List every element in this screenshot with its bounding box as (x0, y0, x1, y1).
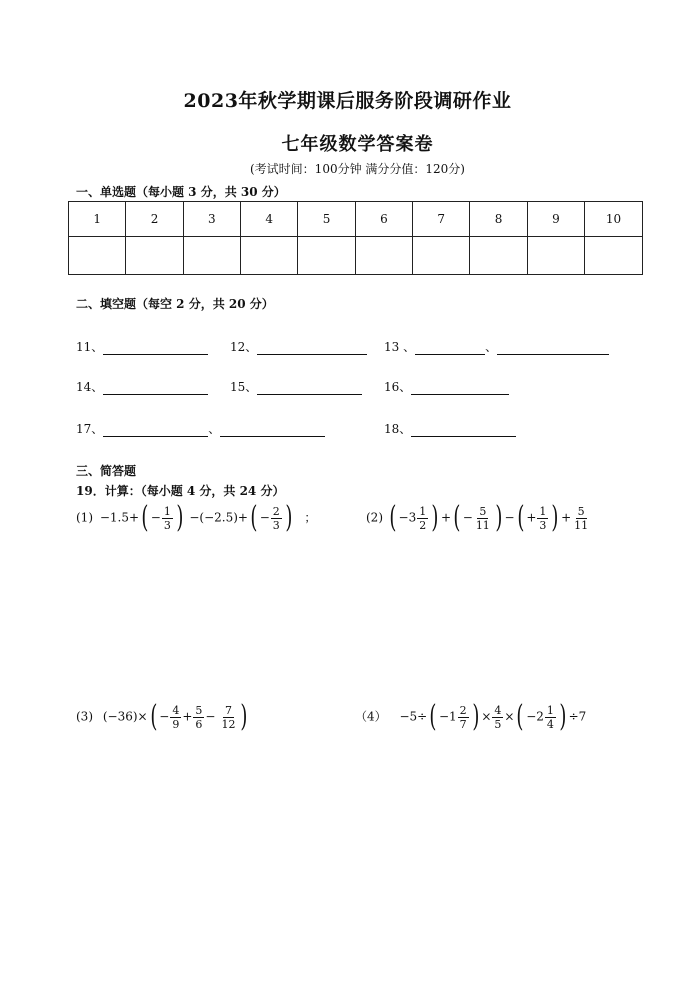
question-number: 12、 (230, 340, 258, 354)
fraction: $\frac{1}{3}$ (163, 504, 171, 532)
question-19-heading: 19．计算：（每小题 4 分，共 24 分） (76, 484, 285, 498)
answer-line[interactable] (411, 424, 516, 437)
answer-line[interactable] (220, 424, 325, 437)
answer-table (68, 201, 643, 275)
section-2-heading: 二、填空题（每空 2 分，共 20 分） (76, 297, 274, 311)
answer-line[interactable] (497, 342, 609, 355)
answer-line[interactable] (415, 342, 485, 355)
fraction: $\frac{2}{3}$ (272, 504, 280, 532)
expression-end: ； (304, 510, 317, 525)
answer-line[interactable] (411, 382, 509, 395)
answer-line[interactable] (257, 382, 362, 395)
problem-label: (3) (76, 709, 93, 724)
separator: 、 (208, 422, 221, 436)
expression-text: −(−2.5)+ (189, 510, 248, 525)
problem-label: (2) (366, 510, 383, 525)
blank-15 (230, 378, 362, 395)
answer-line[interactable] (103, 382, 208, 395)
answer-cell[interactable] (527, 237, 584, 275)
expression-text: −5÷ (399, 709, 428, 724)
answer-line[interactable] (257, 342, 367, 355)
answer-cell[interactable] (69, 237, 126, 275)
fraction: $\frac{5}{11}$ (574, 504, 589, 532)
fraction: $\frac{5}{11}$ (475, 504, 490, 532)
problem-1: (1) −1.5+( − $\frac{1}{3}$ ) −(−2.5)+( − $\frac{2}{3}$ ) ； (76, 500, 317, 535)
section-1-heading: 一、单选题（每小题 3 分，共 30 分） (76, 185, 286, 199)
expression-text: −1.5+ (99, 510, 140, 525)
blank-14 (76, 378, 208, 395)
page-subtitle: 七年级数学答案卷 (281, 134, 434, 155)
fraction: $\frac{5}{6}$ (195, 703, 203, 731)
blank-17 (76, 420, 325, 437)
answer-cell[interactable] (413, 237, 470, 275)
answer-cell[interactable] (183, 237, 240, 275)
column-header: 1 (69, 202, 126, 237)
expression-text: −3 (398, 510, 417, 525)
answer-cell[interactable] (470, 237, 527, 275)
answer-cell[interactable] (241, 237, 298, 275)
expression-end: ÷7 (568, 709, 587, 724)
column-header: 7 (413, 202, 470, 237)
question-number: 16、 (384, 380, 412, 394)
problem-2: (2) ( −3 $\frac{1}{2}$ ) +( − $\frac{5}{11}$ ) −( + $\frac{1}{3}$ ) + $\frac{5}{11}$ (366, 500, 589, 535)
blank-11 (76, 338, 208, 355)
answer-cell[interactable] (585, 237, 643, 275)
problem-label: （4） (355, 709, 387, 724)
problem-4: （4） −5÷( −1 $\frac{2}{7}$ ) × $\frac{4}{5}$ ×( −2 $\frac{1}{4}$ ) ÷7 (355, 699, 587, 734)
answer-cell[interactable] (298, 237, 355, 275)
column-header: 4 (241, 202, 298, 237)
answer-cell[interactable] (355, 237, 412, 275)
answer-table-answer-row (69, 237, 643, 275)
fraction: $\frac{2}{7}$ (459, 703, 467, 731)
problem-label: (1) (76, 510, 93, 525)
column-header: 3 (183, 202, 240, 237)
blank-13 (384, 338, 609, 355)
section-3-heading: 三、简答题 (76, 464, 137, 478)
answer-cell[interactable] (126, 237, 183, 275)
blank-18 (384, 420, 516, 437)
column-header: 10 (585, 202, 643, 237)
answer-line[interactable] (103, 424, 208, 437)
fraction: $\frac{1}{4}$ (546, 703, 554, 731)
expression-text: (−36)× (102, 709, 148, 724)
answer-table-header-row (69, 202, 643, 237)
exam-info: (考试时间：100分钟 满分分值：120分) (250, 162, 465, 176)
page-title: 2023年秋学期课后服务阶段调研作业 (183, 90, 512, 112)
column-header: 6 (355, 202, 412, 237)
column-header: 8 (470, 202, 527, 237)
expression-text: −2 (526, 709, 544, 724)
question-number: 17、 (76, 422, 104, 436)
column-header: 2 (126, 202, 183, 237)
question-number: 13 、 (384, 340, 416, 354)
answer-line[interactable] (103, 342, 208, 355)
separator: 、 (485, 340, 498, 354)
problem-3: (3) (−36)×( − $\frac{4}{9}$ + $\frac{5}{6}$ − $\frac{7}{12}$ ) (76, 699, 248, 734)
blank-16 (384, 378, 509, 395)
question-number: 15、 (230, 380, 258, 394)
expression-text: −1 (438, 709, 457, 724)
fraction: $\frac{7}{12}$ (221, 703, 236, 731)
question-number: 11、 (76, 340, 104, 354)
blank-12 (230, 338, 367, 355)
column-header: 5 (298, 202, 355, 237)
fraction: $\frac{1}{3}$ (539, 504, 547, 532)
question-number: 18、 (384, 422, 412, 436)
fraction: $\frac{1}{2}$ (419, 504, 427, 532)
fraction: $\frac{4}{9}$ (172, 703, 180, 731)
question-number: 14、 (76, 380, 104, 394)
fraction: $\frac{4}{5}$ (494, 703, 502, 731)
column-header: 9 (527, 202, 584, 237)
